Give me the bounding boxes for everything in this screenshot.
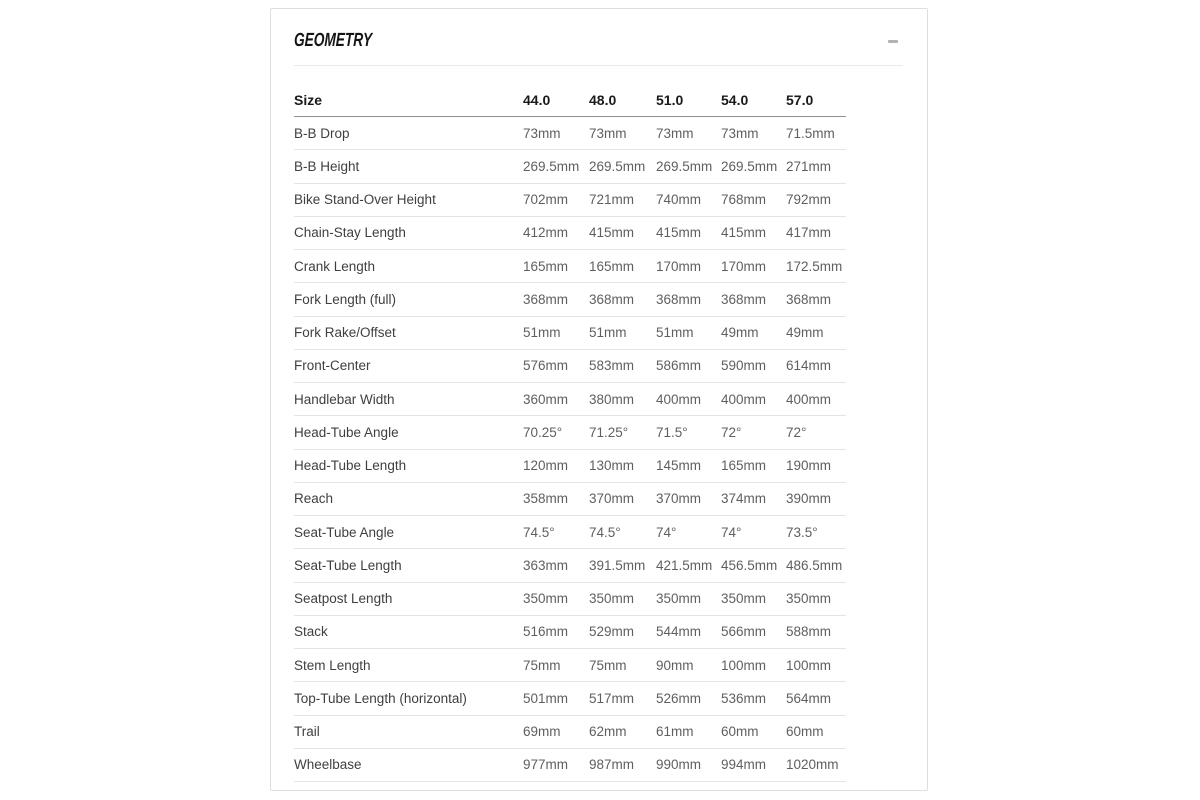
table-header-row xyxy=(294,83,846,117)
row-value: 536mm xyxy=(721,690,767,706)
row-value: 61mm xyxy=(656,724,694,740)
size-header-48: 48.0 xyxy=(589,91,617,108)
row-label: Wheelbase xyxy=(294,757,362,773)
row-value: 71.25° xyxy=(589,424,629,440)
row-label: Front-Center xyxy=(294,358,371,374)
table-row xyxy=(294,649,846,682)
table-row xyxy=(294,583,846,616)
table-row xyxy=(294,250,846,283)
row-value: 360mm xyxy=(523,391,569,407)
row-label: Stack xyxy=(294,624,328,640)
row-value: 614mm xyxy=(786,358,832,374)
row-value: 73mm xyxy=(656,125,694,141)
row-value: 90mm xyxy=(656,657,694,673)
size-column-header: Size xyxy=(294,91,323,108)
row-value: 170mm xyxy=(656,258,702,274)
row-value: 165mm xyxy=(589,258,635,274)
row-value: 73mm xyxy=(589,125,627,141)
row-value: 74.5° xyxy=(589,524,621,540)
row-value: 70.25° xyxy=(523,424,563,440)
row-value: 350mm xyxy=(721,591,767,607)
table-row xyxy=(294,217,846,250)
table-row xyxy=(294,716,846,749)
row-value: 517mm xyxy=(589,690,635,706)
row-value: 486.5mm xyxy=(786,557,843,573)
row-value: 51mm xyxy=(656,325,694,341)
row-value: 792mm xyxy=(786,192,832,208)
row-value: 544mm xyxy=(656,624,702,640)
row-value: 370mm xyxy=(656,491,702,507)
row-value: 390mm xyxy=(786,491,832,507)
row-value: 368mm xyxy=(589,291,635,307)
row-value: 987mm xyxy=(589,757,635,773)
table-row xyxy=(294,682,846,715)
row-label: Stem Length xyxy=(294,657,371,673)
row-value: 368mm xyxy=(786,291,832,307)
row-value: 588mm xyxy=(786,624,832,640)
row-value: 271mm xyxy=(786,158,832,174)
row-value: 74° xyxy=(721,524,742,540)
geometry-panel-header[interactable] xyxy=(271,9,927,65)
row-value: 391.5mm xyxy=(589,557,646,573)
row-value: 51mm xyxy=(589,325,627,341)
row-value: 566mm xyxy=(721,624,767,640)
row-value: 165mm xyxy=(523,258,569,274)
table-row xyxy=(294,117,846,150)
row-label: Head-Tube Length xyxy=(294,458,407,474)
row-value: 368mm xyxy=(523,291,569,307)
row-label: Chain-Stay Length xyxy=(294,225,406,241)
table-row xyxy=(294,549,846,582)
row-label: B-B Height xyxy=(294,158,360,174)
row-value: 75mm xyxy=(523,657,561,673)
table-row xyxy=(294,516,846,549)
row-value: 60mm xyxy=(786,724,824,740)
row-value: 583mm xyxy=(589,358,635,374)
row-value: 417mm xyxy=(786,225,832,241)
size-header-54: 54.0 xyxy=(721,91,749,108)
row-value: 380mm xyxy=(589,391,635,407)
row-value: 400mm xyxy=(721,391,767,407)
row-value: 350mm xyxy=(656,591,702,607)
table-row xyxy=(294,749,846,782)
row-value: 75mm xyxy=(589,657,627,673)
row-value: 190mm xyxy=(786,458,832,474)
table-row xyxy=(294,483,846,516)
table-body xyxy=(294,117,846,782)
row-value: 400mm xyxy=(656,391,702,407)
row-value: 526mm xyxy=(656,690,702,706)
row-value: 415mm xyxy=(589,225,635,241)
row-value: 370mm xyxy=(589,491,635,507)
row-label: Seat-Tube Angle xyxy=(294,524,395,540)
row-value: 100mm xyxy=(786,657,832,673)
row-value: 590mm xyxy=(721,358,767,374)
row-value: 74° xyxy=(656,524,677,540)
panel-title: GEOMETRY xyxy=(293,30,373,51)
table-row xyxy=(294,450,846,483)
row-value: 172.5mm xyxy=(786,258,843,274)
row-label: Fork Length (full) xyxy=(294,291,397,307)
row-label: Seat-Tube Length xyxy=(294,557,402,573)
row-label: Seatpost Length xyxy=(294,591,393,607)
row-value: 350mm xyxy=(523,591,569,607)
row-value: 269.5mm xyxy=(721,158,778,174)
row-label: B-B Drop xyxy=(294,125,350,141)
row-value: 269.5mm xyxy=(589,158,646,174)
table-row xyxy=(294,383,846,416)
size-header-44: 44.0 xyxy=(523,91,551,108)
table-row xyxy=(294,616,846,649)
row-label: Trail xyxy=(294,724,320,740)
row-value: 977mm xyxy=(523,757,569,773)
row-value: 120mm xyxy=(523,458,569,474)
table-row xyxy=(294,150,846,183)
row-value: 72° xyxy=(721,424,742,440)
table-row xyxy=(294,184,846,217)
geometry-table xyxy=(294,83,846,782)
row-value: 269.5mm xyxy=(656,158,713,174)
row-label: Bike Stand-Over Height xyxy=(294,192,436,208)
row-value: 100mm xyxy=(721,657,767,673)
row-label: Top-Tube Length (horizontal) xyxy=(294,690,467,706)
row-value: 421.5mm xyxy=(656,557,713,573)
row-value: 1020mm xyxy=(786,757,839,773)
row-value: 374mm xyxy=(721,491,767,507)
row-value: 994mm xyxy=(721,757,767,773)
row-value: 69mm xyxy=(523,724,561,740)
row-value: 564mm xyxy=(786,690,832,706)
table-row xyxy=(294,283,846,316)
size-header-57: 57.0 xyxy=(786,91,814,108)
row-value: 49mm xyxy=(721,325,759,341)
row-value: 368mm xyxy=(656,291,702,307)
row-value: 145mm xyxy=(656,458,702,474)
row-value: 702mm xyxy=(523,192,569,208)
row-value: 269.5mm xyxy=(523,158,580,174)
row-value: 415mm xyxy=(656,225,702,241)
row-value: 358mm xyxy=(523,491,569,507)
row-value: 62mm xyxy=(589,724,627,740)
row-value: 721mm xyxy=(589,192,635,208)
row-value: 529mm xyxy=(589,624,635,640)
table-row xyxy=(294,416,846,449)
row-value: 368mm xyxy=(721,291,767,307)
row-value: 363mm xyxy=(523,557,569,573)
row-value: 60mm xyxy=(721,724,759,740)
row-value: 456.5mm xyxy=(721,557,778,573)
row-value: 350mm xyxy=(589,591,635,607)
row-value: 72° xyxy=(786,424,807,440)
row-value: 71.5mm xyxy=(786,125,835,141)
row-label: Head-Tube Angle xyxy=(294,424,399,440)
row-label: Handlebar Width xyxy=(294,391,395,407)
row-value: 400mm xyxy=(786,391,832,407)
row-value: 51mm xyxy=(523,325,561,341)
row-value: 415mm xyxy=(721,225,767,241)
row-value: 990mm xyxy=(656,757,702,773)
row-label: Fork Rake/Offset xyxy=(294,325,396,341)
row-value: 576mm xyxy=(523,358,569,374)
row-value: 586mm xyxy=(656,358,702,374)
row-value: 74.5° xyxy=(523,524,555,540)
row-value: 130mm xyxy=(589,458,635,474)
row-value: 73mm xyxy=(721,125,759,141)
row-value: 73.5° xyxy=(786,524,818,540)
row-value: 71.5° xyxy=(656,424,688,440)
row-value: 73mm xyxy=(523,125,561,141)
row-value: 49mm xyxy=(786,325,824,341)
row-label: Reach xyxy=(294,491,334,507)
size-header-51: 51.0 xyxy=(656,91,684,108)
row-value: 170mm xyxy=(721,258,767,274)
row-value: 768mm xyxy=(721,192,767,208)
geometry-panel xyxy=(270,8,928,791)
row-value: 740mm xyxy=(656,192,702,208)
row-value: 412mm xyxy=(523,225,569,241)
row-label: Crank Length xyxy=(294,258,376,274)
table-row xyxy=(294,317,846,350)
table-row xyxy=(294,350,846,383)
row-value: 516mm xyxy=(523,624,569,640)
header-divider xyxy=(294,65,903,66)
row-value: 165mm xyxy=(721,458,767,474)
collapse-minus-icon[interactable] xyxy=(888,40,898,43)
row-value: 501mm xyxy=(523,690,569,706)
row-value: 350mm xyxy=(786,591,832,607)
